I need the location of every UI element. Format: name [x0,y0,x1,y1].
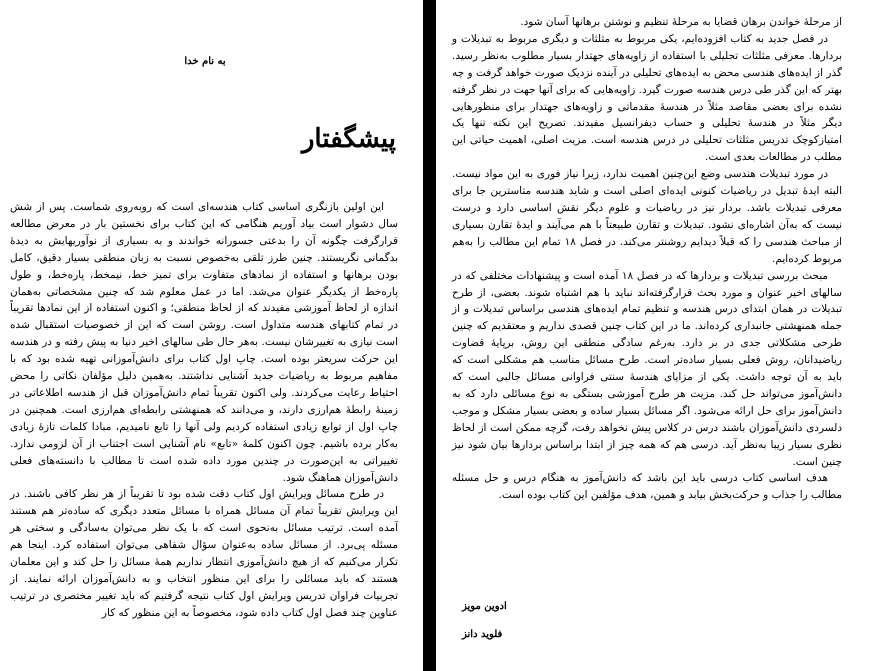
right-text-block [452,14,842,504]
basmala: به نام خدا [184,56,226,67]
paragraph: این اولین بازنگری اساسی کتاب هندسه‌ای است که روبه‌روی شماست. پس از شش سال دشوار است بیاد آوریم هنگامی که این کتاب برای نخستین بار در معرض مطالعه قرارگرفت چگونه آن را بدعتی جسورانه خواندند و به بسیاری از نوآوریهایش به دیدهٔ بدگمانی نگریستند. چنین طرز تلقی به‌خصوص نسبت به زبان منطقی بسیار دقیق، کامل بودن برهانها و استفاده از نمادهای متفاوت برای تمیز خط، نیمخط، پاره‌خط، و طول پاره‌خط از یکدیگر عنوان می‌شد. اما در عمل معلوم شد که چنین مشخصاتی به‌همان اندازه از لحاظ آموزشی مفید‌ند که از لحاظ منطقی؛ و اکنون استفاده از این نمادها تقریباً در تمام کتابهای هندسه متداول است. روشن است که این از خصوصیات استقبال شده است نیازی به تغییرشان نیست. به‌هر حال طی سالهای اخیر دنیا به پیش رفته و در هندسه این حرکت سریعتر بوده است. چاپ اول کتاب برای دانش‌آموزانی تهیه شده بود که با مفاهیم مربوط به ریاضیات جدید آشنایی نداشتند. به‌همین دلیل مؤلفان نکاتی را محض احتیاط رعایت می‌کردند. ولی اکنون تقریباً تمام دانش‌آموزان قبل از هندسه اطلاعاتی در زمینهٔ رابطهٔ هم‌ارزی دارند، و می‌دانند که همنهشتی رابطه‌ای هم‌ارزی است. همچنین در چاپ اول از توابع زیادی استفاده کردیم ولی آنها را تابع نامیدیم، مبادا کلمات تازهٔ زیادی به‌کار برده باشیم. چون اکنون کلمهٔ «تابع» نام آشنایی است اجتناب از آن لزومی ندارد. تغییراتی به این‌صورت در چندین مورد داده شده است تا مطالب با دانسته‌های فعلی دانش‌آموزان هماهنگ شود. [10,201,398,484]
paragraph: از مرحلهٔ خواندن برهان قضایا به مرحلهٔ تنظیم و نوشتن برهانها آسان شود. [520,16,842,28]
author-signature: ادوین مویز [462,601,507,612]
paragraph: در فصل جدید به کتاب افزوده‌ایم، یکی مربوط به مثلثات و دیگری مربوط به تبدیلات و بردارها. معرفی مثلثات تحلیلی با استفاده از زاویه‌های جهتدار بسیار مطلوب به‌نظر رسید. گذر از ایده‌های هندسی محض به ایده‌های تحلیلی در آینده نزدیک صورت خواهد گرفت و چه بهتر که این گذر طی درس هندسه صورت گیرد. زاویه‌هایی که برای آنها جهت در نظر گرفته نشده برای بعضی مقاصد مثلاً در هندسهٔ مقدماتی و زاویه‌های جهتدار برای منظورهایی دیگر مثلاً در هندسهٔ تحلیلی و حساب دیفرانسیل مفیدند. تصریح این نکته تنها یک امتیازکوچک تدریس مثلثات تحلیلی در درس هندسه است. مزیت اصلی، اهمیت حیاتی این مطلب در مطالعات بعدی است. [452,32,842,164]
right-page [436,0,869,671]
book-gutter [423,0,436,671]
paragraph: در مورد تبدیلات هندسی وضع این‌چنین اهمیت ندارد، زیرا نیاز فوری به این مواد نیست. البته ایدهٔ تبدیل در ریاضیات کنونی ایده‌ای اصلی است و شاید هندسه متاسترین جا برای معرفی تبدیلات باشد. بردار نیز در ریاضیات و علوم دیگر نقش اساسی دارد و درست نیست که به‌آن اشاره‌ای نشود. تبدیلات و تقارن طبیعتاً با هم می‌آیند و ایدهٔ تقارن بسیاری از مباحث هندسی را که قبلاً دیدایم روشنتر می‌کند. در فصل ۱۸ تمام این مطالب را به‌هم مربوط کرده‌ایم. [452,168,842,265]
page-title: پیشگفتار [301,124,396,154]
paragraph: هدف اساسی کتاب درسی باید این باشد که دانش‌آموز به هنگام درس و حل مسئله مطالب را جذاب و حرکت‌بخش بیابد و همین، هدف مؤلفین این کتاب بوده است. [452,472,842,502]
left-page [0,0,423,671]
paragraph: در طرح مسائل ویرایش اول کتاب دقت شده بود تا تقریباً از هر نظر کافی باشند. در این ویرایش تقریباً تمام آن مسائل همراه با مسائل متعدد دیگری که ساده‌تر هم هستند آمده است. ترتیب مسائل به‌نحوی است که با یک نظر می‌توان به‌سادگی و سختی هر مسئله پی‌برد. از مسائل ساده به‌عنوان سؤال شفاهی می‌توان استفاده کرد. اینجا هم تکرار می‌کنیم که از هیچ دانش‌آموزی انتظار نداریم همهٔ مسائل را حل کند و این معلمان هستند که باید مسائلی را برای این منظور انتخاب و به دانش‌آموزان ارائه نمایند. از تجربیات فراوان تدریس ویرایش اول کتاب نتیجه گرفتیم که باید تغییر مختصری در ترتیب عناوین چند فصل اول کتاب داده شود، مخصوصاً به این منظور که کار [10,488,398,619]
paragraph: مبحث بررسی تبدیلات و بردارها که در فصل ۱۸ آمده است و پیشنهادات مختلفی که در سالهای اخیر عنوان و مورد بحث قرارگرفته‌اند نباید با هم اشتباه شوند. بعضی، از طرح تبدیلات در همان ابتدای درس هندسه و تنظیم تمام ایده‌های هندسی براساس تبدیلات و از جمله همنهشتی جانبداری کرده‌اند. ما در این کتاب چنین قصدی نداریم و معتقدیم که چنین طرحی مشکلاتی جدی در بر دارد. به‌رغم سادگی منطقی این روش، برپایهٔ قضاوت ریاضیدانان، روش فعلی بسیار ساده‌تر است. طرح مسائل مناسب هم مشکلی است که باید به آن توجه داشت. یکی از مزایای هندسهٔ سنتی فراوانی مسائل جالبی است که دانش‌آموز می‌تواند حل کند. مزیت هر طرح آموزشی بستگی به نوع مسائلی دارد که به دانش‌آموز برای حل ارائه می‌شود. اگر مسائل بسیار ساده و بعضی بسیار مشکل و موجب دلسردی دانش‌آموزان باشند درس در کلاس پیش نخواهد رفت، گرچه ممکن است از لحاظ نظری بسیار زیبا به‌نظر آید. درسی هم که همه چیز از ابتدا براساس بردارها بیان شود نیز چنین است. [452,269,842,468]
left-text-block [10,199,398,622]
author-signature: فلوید دانز [462,629,503,640]
